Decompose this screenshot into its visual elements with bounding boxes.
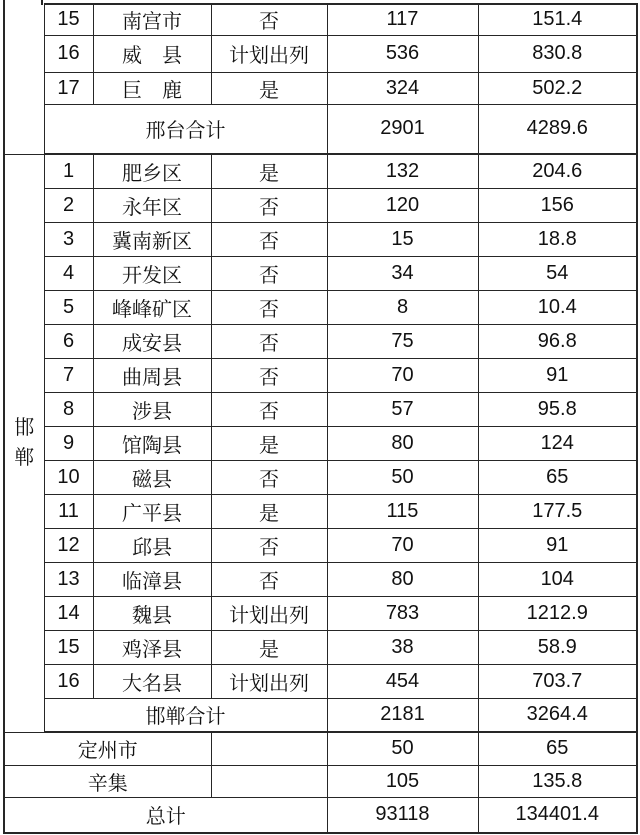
status-cell: 否	[211, 358, 327, 392]
status-cell: 否	[211, 324, 327, 358]
status-cell: 否	[211, 222, 327, 256]
city-label-cell: 定州市	[4, 732, 211, 765]
row-number-cell: 6	[44, 324, 93, 358]
city-cell: 永年区	[93, 188, 211, 222]
city-cell: 峰峰矿区	[93, 290, 211, 324]
count-cell: 454	[327, 664, 478, 698]
section-total-label: 邢台合计	[44, 104, 327, 154]
section-total-row	[4, 104, 637, 154]
status-cell: 是	[211, 154, 327, 188]
section-total-label: 邯郸合计	[44, 698, 327, 732]
amount-cell: 204.6	[478, 154, 637, 188]
amount-cell: 65	[478, 732, 637, 765]
data-table	[3, 3, 638, 834]
status-cell: 否	[211, 528, 327, 562]
city-cell: 威 县	[93, 35, 211, 72]
count-cell: 115	[327, 494, 478, 528]
status-cell: 是	[211, 426, 327, 460]
table-row	[4, 222, 637, 256]
status-cell: 是	[211, 72, 327, 104]
row-number-cell: 7	[44, 358, 93, 392]
grand-total-row	[4, 797, 637, 833]
count-cell: 783	[327, 596, 478, 630]
city-cell: 广平县	[93, 494, 211, 528]
amount-cell: 18.8	[478, 222, 637, 256]
row-number-cell: 11	[44, 494, 93, 528]
status-cell: 计划出列	[211, 596, 327, 630]
amount-cell: 151.4	[478, 4, 637, 35]
city-cell: 魏县	[93, 596, 211, 630]
count-cell: 80	[327, 426, 478, 460]
row-number-cell: 12	[44, 528, 93, 562]
row-number-cell: 10	[44, 460, 93, 494]
city-cell: 南宫市	[93, 4, 211, 35]
city-cell: 冀南新区	[93, 222, 211, 256]
city-cell: 邱县	[93, 528, 211, 562]
amount-cell: 96.8	[478, 324, 637, 358]
status-cell	[211, 732, 327, 765]
count-cell: 34	[327, 256, 478, 290]
table-row	[4, 562, 637, 596]
count-cell: 105	[327, 765, 478, 797]
amount-cell: 91	[478, 528, 637, 562]
amount-cell: 58.9	[478, 630, 637, 664]
count-cell: 2181	[327, 698, 478, 732]
amount-cell: 54	[478, 256, 637, 290]
city-cell: 肥乡区	[93, 154, 211, 188]
city-cell: 鸡泽县	[93, 630, 211, 664]
count-cell: 80	[327, 562, 478, 596]
row-number-cell: 5	[44, 290, 93, 324]
table-row	[4, 630, 637, 664]
amount-cell: 1212.9	[478, 596, 637, 630]
row-number-cell: 1	[44, 154, 93, 188]
table-row	[4, 664, 637, 698]
table-row	[4, 35, 637, 72]
province-cell	[4, 4, 44, 154]
status-cell: 是	[211, 494, 327, 528]
table-row	[4, 154, 637, 188]
amount-cell: 104	[478, 562, 637, 596]
count-cell: 117	[327, 4, 478, 35]
count-cell: 120	[327, 188, 478, 222]
count-cell: 57	[327, 392, 478, 426]
count-cell: 93118	[327, 797, 478, 833]
amount-cell: 156	[478, 188, 637, 222]
status-cell: 计划出列	[211, 664, 327, 698]
row-number-cell: 8	[44, 392, 93, 426]
row-number-cell: 17	[44, 72, 93, 104]
city-row	[4, 765, 637, 797]
table-row	[4, 256, 637, 290]
amount-cell: 134401.4	[478, 797, 637, 833]
city-row	[4, 732, 637, 765]
table-row	[4, 72, 637, 104]
amount-cell: 703.7	[478, 664, 637, 698]
city-cell: 成安县	[93, 324, 211, 358]
amount-cell: 124	[478, 426, 637, 460]
city-cell: 馆陶县	[93, 426, 211, 460]
row-number-cell: 13	[44, 562, 93, 596]
grand-total-label: 总计	[4, 797, 327, 833]
table-row	[4, 358, 637, 392]
count-cell: 324	[327, 72, 478, 104]
status-cell: 否	[211, 188, 327, 222]
row-number-cell: 15	[44, 4, 93, 35]
city-cell: 曲周县	[93, 358, 211, 392]
amount-cell: 502.2	[478, 72, 637, 104]
row-number-cell: 14	[44, 596, 93, 630]
table-row	[4, 426, 637, 460]
amount-cell: 91	[478, 358, 637, 392]
count-cell: 15	[327, 222, 478, 256]
count-cell: 536	[327, 35, 478, 72]
table-row	[4, 528, 637, 562]
table-row	[4, 324, 637, 358]
status-cell: 否	[211, 460, 327, 494]
city-cell: 大名县	[93, 664, 211, 698]
amount-cell: 830.8	[478, 35, 637, 72]
table-row	[4, 290, 637, 324]
amount-cell: 177.5	[478, 494, 637, 528]
table-row	[4, 596, 637, 630]
table-row	[4, 188, 637, 222]
status-cell: 是	[211, 630, 327, 664]
city-cell: 开发区	[93, 256, 211, 290]
section-total-row	[4, 698, 637, 732]
amount-cell: 10.4	[478, 290, 637, 324]
city-cell: 磁县	[93, 460, 211, 494]
amount-cell: 4289.6	[478, 104, 637, 154]
amount-cell: 135.8	[478, 765, 637, 797]
status-cell	[211, 765, 327, 797]
city-label-cell: 辛集	[4, 765, 211, 797]
row-number-cell: 15	[44, 630, 93, 664]
row-number-cell: 3	[44, 222, 93, 256]
count-cell: 2901	[327, 104, 478, 154]
amount-cell: 65	[478, 460, 637, 494]
city-cell: 临漳县	[93, 562, 211, 596]
count-cell: 70	[327, 528, 478, 562]
row-number-cell: 2	[44, 188, 93, 222]
table-row	[4, 392, 637, 426]
count-cell: 8	[327, 290, 478, 324]
province-label: 邯郸	[14, 417, 35, 469]
row-number-cell: 4	[44, 256, 93, 290]
row-number-cell: 9	[44, 426, 93, 460]
count-cell: 132	[327, 154, 478, 188]
count-cell: 38	[327, 630, 478, 664]
amount-cell: 3264.4	[478, 698, 637, 732]
status-cell: 否	[211, 392, 327, 426]
row-number-cell: 16	[44, 35, 93, 72]
count-cell: 50	[327, 460, 478, 494]
row-number-cell: 16	[44, 664, 93, 698]
city-cell: 巨 鹿	[93, 72, 211, 104]
count-cell: 75	[327, 324, 478, 358]
status-cell: 计划出列	[211, 35, 327, 72]
status-cell: 否	[211, 4, 327, 35]
table-row	[4, 4, 637, 35]
table-row	[4, 494, 637, 528]
status-cell: 否	[211, 562, 327, 596]
province-cell	[4, 154, 44, 732]
amount-cell: 95.8	[478, 392, 637, 426]
count-cell: 50	[327, 732, 478, 765]
table-row	[4, 460, 637, 494]
status-cell: 否	[211, 256, 327, 290]
count-cell: 70	[327, 358, 478, 392]
status-cell: 否	[211, 290, 327, 324]
city-cell: 涉县	[93, 392, 211, 426]
